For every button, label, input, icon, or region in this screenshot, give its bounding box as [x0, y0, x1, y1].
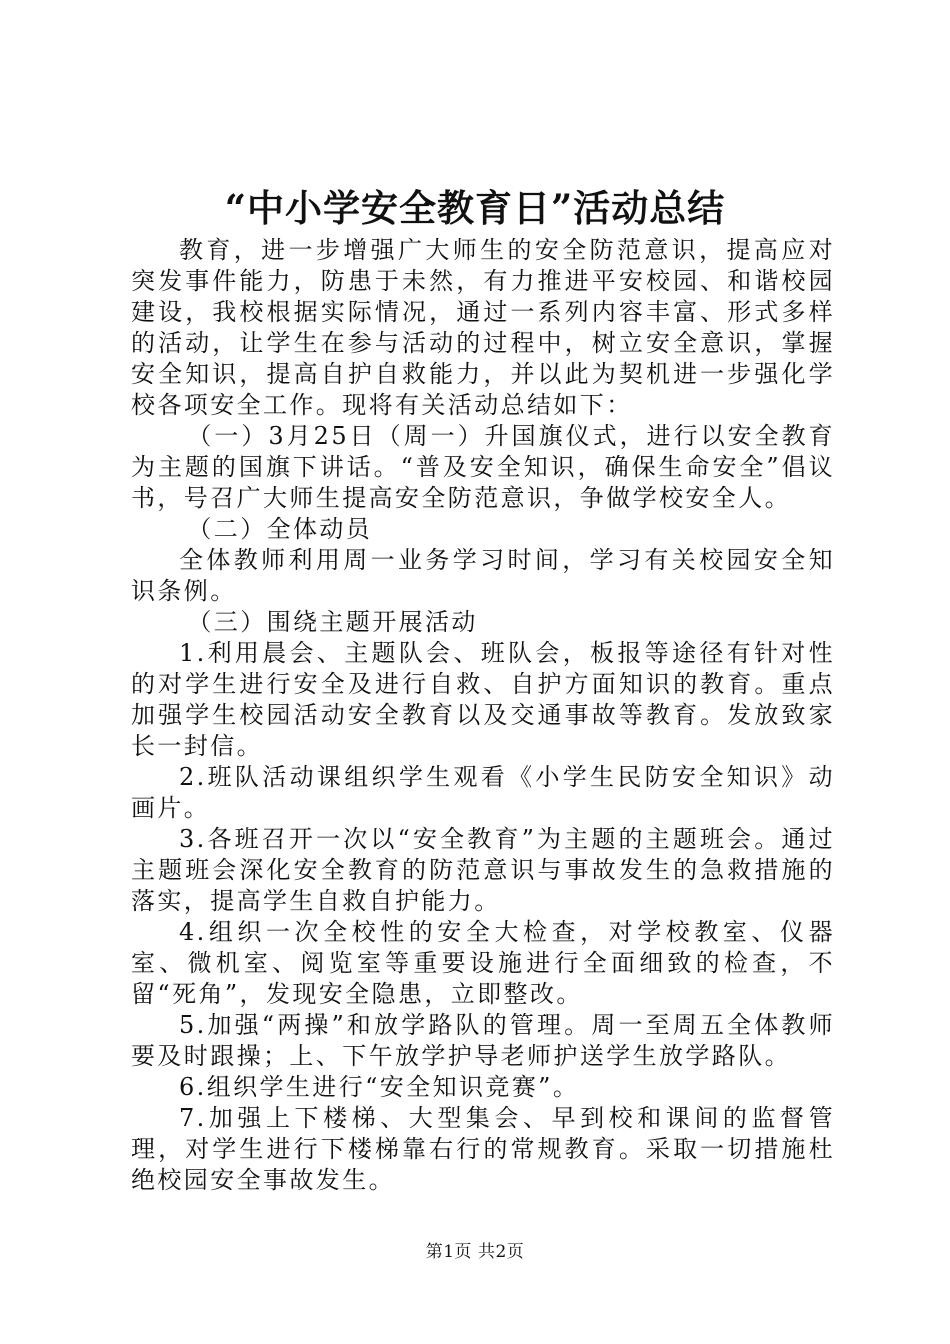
section-two-paragraph: 全体教师利用周一业务学习时间，学习有关校园安全知识条例。: [131, 546, 835, 605]
document-body: [131, 235, 835, 1196]
activity-item-6: 6.组织学生进行“安全知识竞赛”。: [179, 1073, 580, 1101]
activity-item-2: 2.班队活动课组织学生观看《小学生民防安全知识》动画片。: [131, 763, 835, 822]
intro-paragraph: 教育，进一步增强广大师生的安全防范意识，提高应对突发事件能力，防患于未然，有力推进平安校园、和谐校园建设，我校根据实际情况，通过一系列内容丰富、形式多样的活动，让学生在参与活动的过程中，树立安全意识，掌握安全知识，提高自护自救能力，并以此为契机进一步强化学校各项安全工作。现将有关活动总结如下：: [131, 236, 835, 419]
activity-item-3: 3.各班召开一次以“安全教育”为主题的主题班会。通过主题班会深化安全教育的防范意识与事故发生的急救措施的落实，提高学生自救自护能力。: [131, 825, 835, 915]
activity-item-4: 4.组织一次全校性的安全大检查，对学校教室、仪器室、微机室、阅览室等重要设施进行全面细致的检查，不留“死角”，发现安全隐患，立即整改。: [131, 918, 835, 1008]
document-title: “中小学安全教育日”活动总结: [224, 186, 726, 230]
section-one-paragraph: （一）3月25日（周一）升国旗仪式，进行以安全教育为主题的国旗下讲话。“普及安全知识，确保生命安全”倡议书，号召广大师生提高安全防范意识，争做学校安全人。: [131, 422, 835, 512]
section-two-heading: （二）全体动员: [187, 515, 373, 543]
activity-item-7: 7.加强上下楼梯、大型集会、早到校和课间的监督管理，对学生进行下楼梯靠右行的常规教育。采取一切措施杜绝校园安全事故发生。: [131, 1104, 835, 1194]
activity-item-5: 5.加强“两操”和放学路队的管理。周一至周五全体教师要及时跟操；上、下午放学护导老师护送学生放学路队。: [131, 1011, 835, 1070]
page-number: 第1页 共2页: [425, 1242, 525, 1262]
activity-item-1: 1.利用晨会、主题队会、班队会，板报等途径有针对性的对学生进行安全及进行自救、自护方面知识的教育。重点加强学生校园活动安全教育以及交通事故等教育。发放致家长一封信。: [131, 639, 835, 760]
section-three-heading: （三）围绕主题开展活动: [187, 608, 478, 636]
